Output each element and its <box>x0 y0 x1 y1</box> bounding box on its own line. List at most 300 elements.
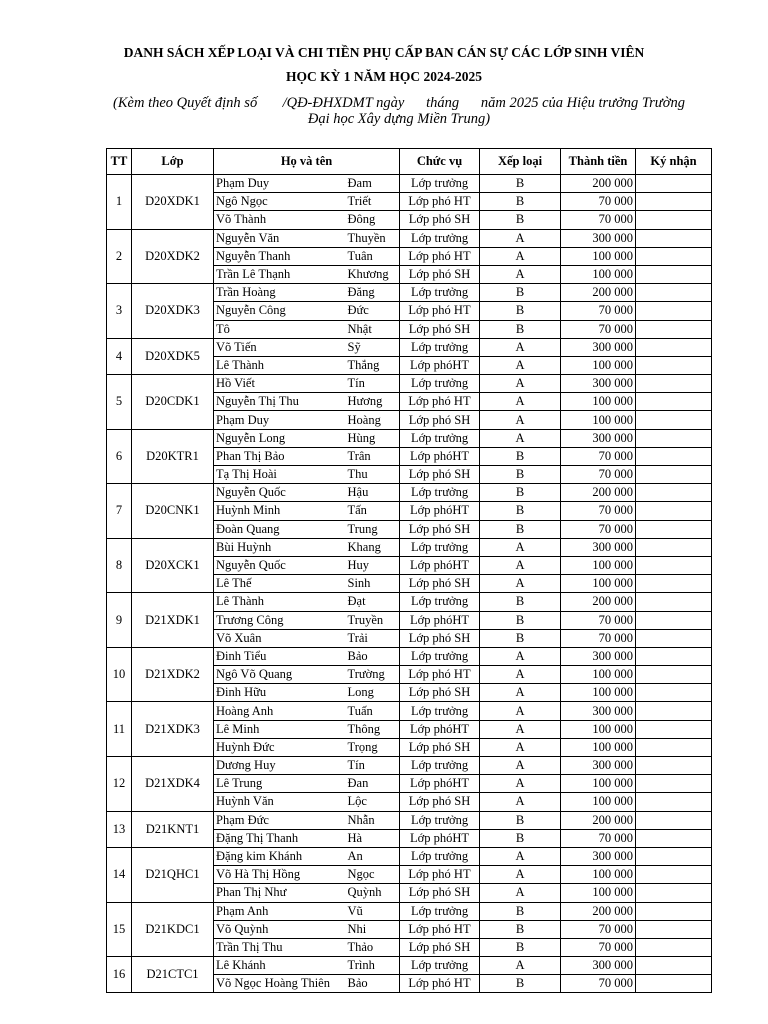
role-cell: Lớp phó SH <box>400 793 480 811</box>
last-name-cell: Võ Ngọc Hoàng Thiên <box>214 975 346 993</box>
last-name-cell: Võ Tiến <box>214 338 346 356</box>
grade-cell: B <box>480 829 561 847</box>
signature-cell <box>636 193 712 211</box>
grade-cell: A <box>480 575 561 593</box>
group-class-cell: D21QHC1 <box>132 847 214 902</box>
grade-cell: A <box>480 684 561 702</box>
last-name-cell: Võ Hà Thị Hồng <box>214 866 346 884</box>
first-name-cell: Đam <box>346 175 400 193</box>
first-name-cell: An <box>346 847 400 865</box>
role-cell: Lớp phó SH <box>400 884 480 902</box>
last-name-cell: Trần Lê Thạnh <box>214 265 346 283</box>
last-name-cell: Lê Minh <box>214 720 346 738</box>
grade-cell: B <box>480 975 561 993</box>
last-name-cell: Ngô Ngọc <box>214 193 346 211</box>
role-cell: Lớp trưởng <box>400 757 480 775</box>
first-name-cell: Huy <box>346 556 400 574</box>
amount-cell: 300 000 <box>561 647 636 665</box>
signature-cell <box>636 302 712 320</box>
first-name-cell: Hương <box>346 393 400 411</box>
grade-cell: A <box>480 775 561 793</box>
last-name-cell: Hoàng Anh <box>214 702 346 720</box>
signature-cell <box>636 484 712 502</box>
group-tt-cell: 11 <box>107 702 132 757</box>
first-name-cell: Ngọc <box>346 866 400 884</box>
group-tt-cell: 16 <box>107 957 132 993</box>
role-cell: Lớp phó HT <box>400 393 480 411</box>
table-row <box>107 902 712 920</box>
table-row <box>107 757 712 775</box>
grade-cell: A <box>480 957 561 975</box>
table-row <box>107 957 712 975</box>
role-cell: Lớp trưởng <box>400 811 480 829</box>
amount-cell: 100 000 <box>561 866 636 884</box>
first-name-cell: Trải <box>346 629 400 647</box>
first-name-cell: Tuân <box>346 247 400 265</box>
signature-cell <box>636 793 712 811</box>
role-cell: Lớp trưởng <box>400 647 480 665</box>
first-name-cell: Đông <box>346 211 400 229</box>
signature-cell <box>636 265 712 283</box>
role-cell: Lớp phóHT <box>400 502 480 520</box>
first-name-cell: Quỳnh <box>346 884 400 902</box>
role-cell: Lớp phó SH <box>400 466 480 484</box>
signature-cell <box>636 757 712 775</box>
last-name-cell: Đặng Thị Thanh <box>214 829 346 847</box>
amount-cell: 100 000 <box>561 720 636 738</box>
group-class-cell: D20XDK3 <box>132 284 214 339</box>
role-cell: Lớp phó HT <box>400 302 480 320</box>
first-name-cell: Tuấn <box>346 702 400 720</box>
role-cell: Lớp trưởng <box>400 484 480 502</box>
group-tt-cell: 4 <box>107 338 132 374</box>
signature-cell <box>636 175 712 193</box>
header-ho-ten: Họ và tên <box>214 149 400 175</box>
role-cell: Lớp phó SH <box>400 265 480 283</box>
last-name-cell: Lê Thế <box>214 575 346 593</box>
signature-cell <box>636 902 712 920</box>
role-cell: Lớp phóHT <box>400 775 480 793</box>
role-cell: Lớp phó SH <box>400 520 480 538</box>
signature-cell <box>636 429 712 447</box>
last-name-cell: Nguyễn Thanh <box>214 247 346 265</box>
signature-cell <box>636 702 712 720</box>
grade-cell: A <box>480 265 561 283</box>
role-cell: Lớp phóHT <box>400 720 480 738</box>
grade-cell: B <box>480 175 561 193</box>
grade-cell: A <box>480 229 561 247</box>
table-row <box>107 175 712 193</box>
grade-cell: B <box>480 502 561 520</box>
header-chuc-vu: Chức vụ <box>400 149 480 175</box>
grade-cell: B <box>480 520 561 538</box>
group-tt-cell: 7 <box>107 484 132 539</box>
group-class-cell: D20XCK1 <box>132 538 214 593</box>
signature-cell <box>636 393 712 411</box>
grade-cell: A <box>480 847 561 865</box>
first-name-cell: Đăng <box>346 284 400 302</box>
grade-cell: B <box>480 193 561 211</box>
role-cell: Lớp trưởng <box>400 902 480 920</box>
document-subtitle-line2: Đại học Xây dựng Miền Trung) <box>307 111 491 127</box>
header-thanh-tien: Thành tiền <box>561 149 636 175</box>
role-cell: Lớp phó SH <box>400 575 480 593</box>
grade-cell: B <box>480 484 561 502</box>
last-name-cell: Phạm Đức <box>214 811 346 829</box>
signature-cell <box>636 611 712 629</box>
grade-cell: A <box>480 884 561 902</box>
first-name-cell: Hoàng <box>346 411 400 429</box>
first-name-cell: Bảo <box>346 975 400 993</box>
signature-cell <box>636 593 712 611</box>
amount-cell: 70 000 <box>561 829 636 847</box>
last-name-cell: Trần Hoàng <box>214 284 346 302</box>
role-cell: Lớp phóHT <box>400 447 480 465</box>
last-name-cell: Nguyễn Quốc <box>214 556 346 574</box>
amount-cell: 70 000 <box>561 302 636 320</box>
role-cell: Lớp phó HT <box>400 247 480 265</box>
signature-cell <box>636 538 712 556</box>
grade-cell: B <box>480 938 561 956</box>
signature-cell <box>636 666 712 684</box>
last-name-cell: Phạm Duy <box>214 175 346 193</box>
last-name-cell: Dương Huy <box>214 757 346 775</box>
signature-cell <box>636 920 712 938</box>
signature-cell <box>636 775 712 793</box>
grade-cell: A <box>480 866 561 884</box>
amount-cell: 70 000 <box>561 629 636 647</box>
group-tt-cell: 10 <box>107 647 132 702</box>
table-row <box>107 702 712 720</box>
signature-cell <box>636 211 712 229</box>
header-tt: TT <box>107 149 132 175</box>
amount-cell: 70 000 <box>561 938 636 956</box>
amount-cell: 70 000 <box>561 520 636 538</box>
table-row <box>107 811 712 829</box>
amount-cell: 70 000 <box>561 975 636 993</box>
last-name-cell: Hồ Viết <box>214 375 346 393</box>
grade-cell: A <box>480 375 561 393</box>
amount-cell: 70 000 <box>561 502 636 520</box>
first-name-cell: Thảo <box>346 938 400 956</box>
group-class-cell: D21XDK3 <box>132 702 214 757</box>
last-name-cell: Võ Xuân <box>214 629 346 647</box>
first-name-cell: Sinh <box>346 575 400 593</box>
signature-cell <box>636 720 712 738</box>
amount-cell: 300 000 <box>561 847 636 865</box>
last-name-cell: Phan Thị Bảo <box>214 447 346 465</box>
amount-cell: 70 000 <box>561 211 636 229</box>
amount-cell: 100 000 <box>561 393 636 411</box>
signature-cell <box>636 629 712 647</box>
group-class-cell: D21KDC1 <box>132 902 214 957</box>
grade-cell: B <box>480 611 561 629</box>
role-cell: Lớp trưởng <box>400 847 480 865</box>
group-class-cell: D21XDK4 <box>132 757 214 812</box>
header-lop: Lớp <box>132 149 214 175</box>
first-name-cell: Lộc <box>346 793 400 811</box>
grade-cell: A <box>480 720 561 738</box>
grade-cell: B <box>480 920 561 938</box>
amount-cell: 100 000 <box>561 575 636 593</box>
signature-cell <box>636 520 712 538</box>
table-row <box>107 284 712 302</box>
grade-cell: A <box>480 757 561 775</box>
amount-cell: 100 000 <box>561 738 636 756</box>
role-cell: Lớp trưởng <box>400 538 480 556</box>
group-tt-cell: 9 <box>107 593 132 648</box>
role-cell: Lớp trưởng <box>400 429 480 447</box>
last-name-cell: Nguyễn Long <box>214 429 346 447</box>
grade-cell: B <box>480 211 561 229</box>
role-cell: Lớp phóHT <box>400 556 480 574</box>
amount-cell: 70 000 <box>561 611 636 629</box>
first-name-cell: Trọng <box>346 738 400 756</box>
first-name-cell: Tín <box>346 375 400 393</box>
first-name-cell: Hùng <box>346 429 400 447</box>
signature-cell <box>636 684 712 702</box>
grade-cell: B <box>480 593 561 611</box>
amount-cell: 200 000 <box>561 484 636 502</box>
signature-cell <box>636 884 712 902</box>
first-name-cell: Khang <box>346 538 400 556</box>
signature-cell <box>636 338 712 356</box>
group-class-cell: D20XDK2 <box>132 229 214 284</box>
amount-cell: 100 000 <box>561 356 636 374</box>
first-name-cell: Đan <box>346 775 400 793</box>
signature-cell <box>636 647 712 665</box>
last-name-cell: Đinh Tiểu <box>214 647 346 665</box>
amount-cell: 300 000 <box>561 702 636 720</box>
signature-cell <box>636 829 712 847</box>
signature-cell <box>636 738 712 756</box>
group-class-cell: D20XDK1 <box>132 175 214 230</box>
role-cell: Lớp trưởng <box>400 702 480 720</box>
amount-cell: 100 000 <box>561 411 636 429</box>
role-cell: Lớp phóHT <box>400 829 480 847</box>
amount-cell: 70 000 <box>561 466 636 484</box>
role-cell: Lớp trưởng <box>400 229 480 247</box>
group-tt-cell: 1 <box>107 175 132 230</box>
last-name-cell: Trần Thị Thu <box>214 938 346 956</box>
signature-cell <box>636 320 712 338</box>
role-cell: Lớp trưởng <box>400 593 480 611</box>
grade-cell: A <box>480 702 561 720</box>
amount-cell: 300 000 <box>561 375 636 393</box>
signature-cell <box>636 957 712 975</box>
last-name-cell: Lê Thành <box>214 593 346 611</box>
grade-cell: B <box>480 302 561 320</box>
amount-cell: 200 000 <box>561 811 636 829</box>
amount-cell: 100 000 <box>561 556 636 574</box>
table-header-row <box>107 149 712 175</box>
signature-cell <box>636 502 712 520</box>
amount-cell: 100 000 <box>561 265 636 283</box>
first-name-cell: Vũ <box>346 902 400 920</box>
first-name-cell: Tín <box>346 757 400 775</box>
amount-cell: 70 000 <box>561 193 636 211</box>
first-name-cell: Thắng <box>346 356 400 374</box>
role-cell: Lớp trưởng <box>400 338 480 356</box>
amount-cell: 100 000 <box>561 247 636 265</box>
grade-cell: B <box>480 811 561 829</box>
header-ky-nhan: Ký nhận <box>636 149 712 175</box>
signature-cell <box>636 411 712 429</box>
last-name-cell: Võ Quỳnh <box>214 920 346 938</box>
group-class-cell: D21CTC1 <box>132 957 214 993</box>
group-tt-cell: 3 <box>107 284 132 339</box>
role-cell: Lớp phó SH <box>400 629 480 647</box>
grade-cell: A <box>480 738 561 756</box>
amount-cell: 70 000 <box>561 920 636 938</box>
grade-cell: A <box>480 666 561 684</box>
first-name-cell: Sỹ <box>346 338 400 356</box>
last-name-cell: Tô <box>214 320 346 338</box>
amount-cell: 300 000 <box>561 957 636 975</box>
signature-cell <box>636 284 712 302</box>
amount-cell: 200 000 <box>561 284 636 302</box>
amount-cell: 300 000 <box>561 429 636 447</box>
header-xep-loai: Xếp loại <box>480 149 561 175</box>
first-name-cell: Thu <box>346 466 400 484</box>
table-row <box>107 484 712 502</box>
group-tt-cell: 5 <box>107 375 132 430</box>
group-tt-cell: 6 <box>107 429 132 484</box>
table-row <box>107 429 712 447</box>
first-name-cell: Hà <box>346 829 400 847</box>
grade-cell: A <box>480 411 561 429</box>
role-cell: Lớp trưởng <box>400 175 480 193</box>
amount-cell: 300 000 <box>561 229 636 247</box>
table-row <box>107 229 712 247</box>
table-row <box>107 647 712 665</box>
grade-cell: A <box>480 538 561 556</box>
amount-cell: 100 000 <box>561 684 636 702</box>
signature-cell <box>636 811 712 829</box>
first-name-cell: Trình <box>346 957 400 975</box>
role-cell: Lớp trưởng <box>400 957 480 975</box>
first-name-cell: Triết <box>346 193 400 211</box>
last-name-cell: Ngô Võ Quang <box>214 666 346 684</box>
grade-cell: A <box>480 247 561 265</box>
role-cell: Lớp phó SH <box>400 211 480 229</box>
group-tt-cell: 15 <box>107 902 132 957</box>
grade-cell: A <box>480 338 561 356</box>
group-class-cell: D20CDK1 <box>132 375 214 430</box>
first-name-cell: Hậu <box>346 484 400 502</box>
group-class-cell: D21KNT1 <box>132 811 214 847</box>
group-tt-cell: 12 <box>107 757 132 812</box>
role-cell: Lớp phó SH <box>400 411 480 429</box>
grade-cell: B <box>480 466 561 484</box>
last-name-cell: Huỳnh Văn <box>214 793 346 811</box>
table-body <box>107 175 712 993</box>
first-name-cell: Long <box>346 684 400 702</box>
role-cell: Lớp phó HT <box>400 975 480 993</box>
grade-cell: A <box>480 393 561 411</box>
role-cell: Lớp phóHT <box>400 611 480 629</box>
amount-cell: 300 000 <box>561 757 636 775</box>
first-name-cell: Truyền <box>346 611 400 629</box>
last-name-cell: Đoàn Quang <box>214 520 346 538</box>
role-cell: Lớp phó HT <box>400 193 480 211</box>
amount-cell: 200 000 <box>561 593 636 611</box>
first-name-cell: Trung <box>346 520 400 538</box>
group-tt-cell: 13 <box>107 811 132 847</box>
last-name-cell: Võ Thành <box>214 211 346 229</box>
grade-cell: A <box>480 647 561 665</box>
amount-cell: 300 000 <box>561 338 636 356</box>
role-cell: Lớp trưởng <box>400 284 480 302</box>
last-name-cell: Đinh Hữu <box>214 684 346 702</box>
document-title-line1: DANH SÁCH XẾP LOẠI VÀ CHI TIỀN PHỤ CẤP BAN CÁN SỰ CÁC LỚP SINH VIÊN <box>123 45 645 60</box>
role-cell: Lớp phó HT <box>400 666 480 684</box>
first-name-cell: Trường <box>346 666 400 684</box>
amount-cell: 100 000 <box>561 884 636 902</box>
last-name-cell: Lê Thành <box>214 356 346 374</box>
first-name-cell: Trân <box>346 447 400 465</box>
role-cell: Lớp phó HT <box>400 920 480 938</box>
amount-cell: 70 000 <box>561 320 636 338</box>
first-name-cell: Đức <box>346 302 400 320</box>
first-name-cell: Khương <box>346 265 400 283</box>
group-class-cell: D20CNK1 <box>132 484 214 539</box>
signature-cell <box>636 356 712 374</box>
last-name-cell: Phạm Anh <box>214 902 346 920</box>
signature-cell <box>636 375 712 393</box>
group-tt-cell: 8 <box>107 538 132 593</box>
grade-cell: B <box>480 284 561 302</box>
last-name-cell: Bùi Huỳnh <box>214 538 346 556</box>
amount-cell: 100 000 <box>561 775 636 793</box>
last-name-cell: Phan Thị Như <box>214 884 346 902</box>
table-row <box>107 847 712 865</box>
last-name-cell: Nguyễn Công <box>214 302 346 320</box>
signature-cell <box>636 447 712 465</box>
role-cell: Lớp phó SH <box>400 738 480 756</box>
first-name-cell: Nhẫn <box>346 811 400 829</box>
last-name-cell: Nguyễn Văn <box>214 229 346 247</box>
grade-cell: A <box>480 793 561 811</box>
amount-cell: 200 000 <box>561 902 636 920</box>
document-title-line2: HỌC KỲ 1 NĂM HỌC 2024-2025 <box>285 69 483 84</box>
group-tt-cell: 14 <box>107 847 132 902</box>
role-cell: Lớp phó HT <box>400 866 480 884</box>
last-name-cell: Đặng kim Khánh <box>214 847 346 865</box>
first-name-cell: Thông <box>346 720 400 738</box>
role-cell: Lớp phó SH <box>400 320 480 338</box>
last-name-cell: Nguyễn Quốc <box>214 484 346 502</box>
role-cell: Lớp phó SH <box>400 684 480 702</box>
amount-cell: 100 000 <box>561 793 636 811</box>
role-cell: Lớp phóHT <box>400 356 480 374</box>
first-name-cell: Nhật <box>346 320 400 338</box>
last-name-cell: Huỳnh Đức <box>214 738 346 756</box>
signature-cell <box>636 247 712 265</box>
first-name-cell: Thuyền <box>346 229 400 247</box>
group-class-cell: D20XDK5 <box>132 338 214 374</box>
group-tt-cell: 2 <box>107 229 132 284</box>
table-row <box>107 338 712 356</box>
signature-cell <box>636 866 712 884</box>
signature-cell <box>636 466 712 484</box>
document-subtitle-line1: (Kèm theo Quyết định số /QĐ-ĐHXDMT ngày tháng năm 2025 của Hiệu trưởng Trường <box>113 95 685 111</box>
group-class-cell: D20KTR1 <box>132 429 214 484</box>
last-name-cell: Lê Khánh <box>214 957 346 975</box>
amount-cell: 200 000 <box>561 175 636 193</box>
signature-cell <box>636 556 712 574</box>
amount-cell: 100 000 <box>561 666 636 684</box>
